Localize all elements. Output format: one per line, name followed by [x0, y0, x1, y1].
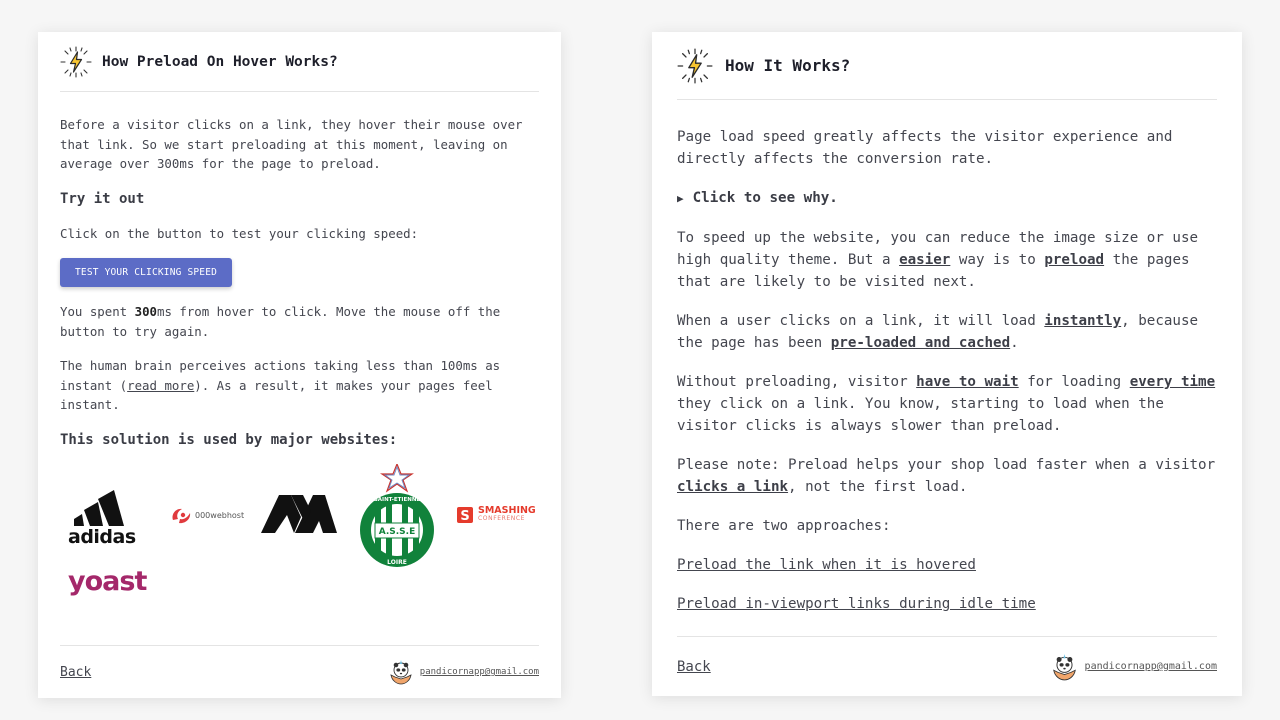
- text-segment: To speed up the website, you can reduce the image size or use high quality theme. But a: [677, 230, 1199, 268]
- asse-center-text: A.S.S.E: [378, 526, 416, 537]
- preload-in-viewport-link[interactable]: Preload in-viewport links during idle time: [677, 596, 1036, 612]
- smashing-logo: [457, 506, 536, 524]
- card-title: How Preload On Hover Works?: [102, 53, 338, 70]
- text-segment: When a user clicks on a link, it will load: [677, 313, 1045, 329]
- aa-logo: [261, 493, 337, 537]
- text-segment: way is to: [950, 252, 1045, 268]
- yoast-wordmark: yoast: [68, 565, 147, 597]
- intro-text: Before a visitor clicks on a link, they hover their mouse over that link. So we start preloading at this moment, leaving on average over 300ms for the page to preload.: [60, 117, 523, 171]
- result-text: [60, 302, 539, 341]
- approaches-text: There are two approaches:: [677, 518, 891, 534]
- adidas-wordmark: adidas: [68, 525, 136, 548]
- webhost-logo: [170, 506, 244, 526]
- brain-text: [60, 356, 539, 415]
- text-segment: , because the page has been: [677, 313, 1199, 351]
- asse-logo: [359, 464, 435, 572]
- back-link[interactable]: Back: [677, 658, 711, 675]
- used-by-heading: This solution is used by major websites:: [60, 431, 398, 448]
- try-heading: Try it out: [60, 190, 145, 207]
- card-footer: [60, 645, 539, 698]
- text-segment: , not the first load.: [788, 479, 968, 495]
- preload-link[interactable]: preload: [1044, 252, 1105, 268]
- back-link[interactable]: Back: [60, 664, 92, 680]
- result-value: 300: [134, 304, 157, 319]
- clicks-a-link-link[interactable]: clicks a link: [677, 479, 789, 495]
- text-segment: .: [1010, 335, 1019, 351]
- result-suffix: ms from hover to click. Move the mouse off the button to try again.: [60, 304, 501, 339]
- have-to-wait-link[interactable]: have to wait: [916, 374, 1019, 390]
- text-segment: Please note: Preload helps your shop load faster when a visitor: [677, 457, 1216, 473]
- read-more-link[interactable]: read more: [127, 377, 195, 393]
- note-text: [677, 454, 1217, 498]
- contact-email-link[interactable]: pandicornapp@gmail.com: [1084, 661, 1217, 672]
- adidas-stripes-icon: [68, 490, 144, 526]
- lightning-bolt-icon: [60, 46, 92, 78]
- easier-link[interactable]: easier: [899, 252, 951, 268]
- see-why-toggle[interactable]: [677, 187, 1217, 210]
- customer-logos: [60, 448, 539, 648]
- asse-bottom-text: LOIRE: [387, 558, 407, 566]
- aa-monogram-icon: [261, 493, 337, 533]
- test-clicking-speed-button[interactable]: TEST YOUR CLICKING SPEED: [60, 258, 232, 287]
- card-title: How It Works?: [725, 56, 851, 75]
- contact-email-link[interactable]: pandicornapp@gmail.com: [419, 667, 539, 677]
- contact: [389, 659, 539, 685]
- webhost-wordmark: 000webhost: [195, 511, 245, 520]
- asse-top-text: SAINT-ETIENNE: [373, 496, 421, 503]
- card-footer: [677, 636, 1217, 696]
- lightning-bolt-icon: [677, 48, 713, 84]
- smashing-wordmark: SMASHING: [478, 504, 536, 516]
- try-text: Click on the button to test your clicking speed:: [60, 225, 419, 241]
- how-it-works-card: [652, 32, 1242, 696]
- result-prefix: You spent: [60, 304, 135, 319]
- pre-loaded-cached-link[interactable]: pre-loaded and cached: [830, 335, 1011, 351]
- every-time-link[interactable]: every time: [1129, 374, 1216, 390]
- preload-on-hover-link[interactable]: Preload the link when it is hovered: [677, 557, 976, 573]
- text-segment: the pages that are likely to be visited next.: [677, 252, 1190, 290]
- pandicorn-icon: [1051, 653, 1078, 681]
- text-segment: they click on a link. You know, starting to load when the visitor clicks is always slower than preload.: [677, 396, 1164, 434]
- instantly-link[interactable]: instantly: [1044, 313, 1122, 329]
- text-segment: for loading: [1018, 374, 1130, 390]
- text-segment: Without preloading, visitor: [677, 374, 917, 390]
- speed-up-text: [677, 227, 1217, 293]
- without-preloading-text: [677, 371, 1217, 437]
- svg-text:S: S: [460, 508, 470, 524]
- preload-on-hover-card: [38, 32, 561, 698]
- instant-load-text: [677, 310, 1217, 354]
- webhost-swirl-icon: [170, 506, 194, 526]
- see-why-label: Click to see why.: [692, 190, 838, 206]
- card-header: [60, 32, 539, 92]
- pandicorn-icon: [389, 659, 413, 685]
- speed-text: Page load speed greatly affects the visitor experience and directly affects the conversion rate.: [677, 129, 1173, 167]
- contact: [1051, 653, 1217, 681]
- smashing-subtitle: CONFERENCE: [478, 514, 526, 522]
- asse-crest-icon: [359, 464, 435, 568]
- adidas-logo: [68, 490, 144, 548]
- disclosure-triangle-icon: ▶: [677, 192, 684, 205]
- brain-suffix: ). As a result, it makes your pages feel instant.: [60, 377, 493, 412]
- card-header: [677, 32, 1217, 100]
- yoast-logo: [68, 566, 146, 597]
- smashing-s-icon: [457, 506, 475, 524]
- brain-prefix: The human brain perceives actions taking less than 100ms as instant (: [60, 358, 501, 393]
